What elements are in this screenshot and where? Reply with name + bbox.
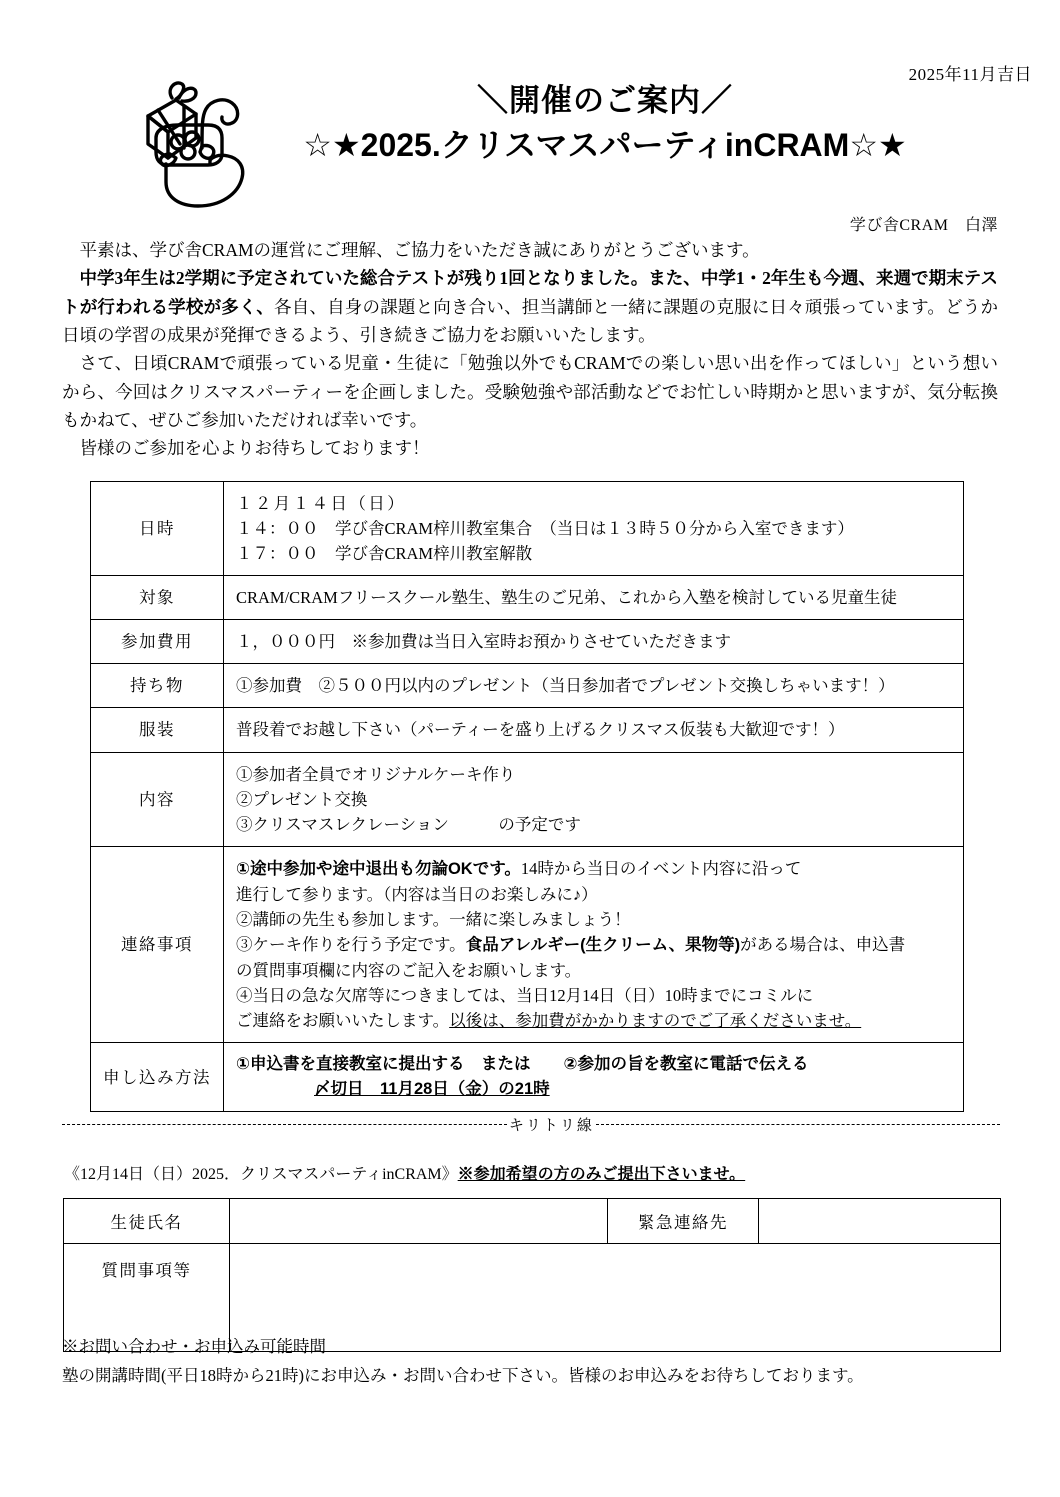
row-value-fee [224,620,964,664]
contents-line-1: ①参加者全員でオリジナルケーキ作り [236,764,516,784]
row-label-target: 対象 [91,576,224,620]
cut-line-dash-left [62,1124,507,1125]
row-value-apply [224,1043,964,1112]
notes-line-7 [236,1008,957,1033]
target-line-1: CRAM/CRAMフリースクール塾生、塾生のご兄弟、これから入塾を検討している児童生徒 [236,588,897,608]
paragraph-2 [62,264,998,349]
form-label-questions: 質問事項等 [64,1244,230,1352]
dress-line-1: 普段着でお越し下さい（パーティーを盛り上げるクリスマス仮装も大歓迎です！） [236,720,845,740]
notes-line-6: ④当日の急な欠席等につきましては、当日12月14日（日）10時までにコミルに [236,986,814,1006]
contents-line-3: ③クリスマスレクレーション の予定です [236,814,581,834]
table-row-datetime [91,482,964,576]
footer-line-2: 塾の開講時間(平日18時から21時)にお申込み・お問い合わせ下さい。皆様のお申込みをお待ちしております。 [62,1365,864,1385]
notes-line-4 [236,932,957,958]
row-value-target [224,576,964,620]
notes-line-1-bold: ①途中参加や途中退出も勿論OKです。 [236,859,521,878]
cut-line-label: キリトリ線 [508,1118,594,1134]
christmas-stocking-illustration [126,76,258,208]
notes-line-3: ②講師の先生も参加します。一緒に楽しみましょう！ [236,909,631,929]
table-row-dress [91,708,964,752]
notes-line-2: 進行して参ります。（内容は当日のお楽しみに♪） [236,884,598,904]
row-label-contents: 内容 [91,752,224,846]
row-label-apply: 申し込み方法 [91,1043,224,1112]
paragraph-1: 平素は、学び舎CRAMの運営にご理解、ご協力をいただき誠にありがとうございます。 [79,240,760,260]
notes-line-4-pre: ③ケーキ作りを行う予定です。 [236,935,466,955]
datetime-line-1: １２月１４日（日） [236,494,407,513]
paragraph-2-bold: 中学3年生は2学期に予定されていた総合テストが残り1回となりました。また、中学1・2年生も今週、来週で期末テストが行われる学校が多く、 [62,268,998,317]
table-row-bring [91,664,964,708]
title-block [255,82,955,169]
row-value-bring [224,664,964,708]
form-row-name [64,1199,1001,1244]
row-label-notes: 連絡事項 [91,846,224,1043]
page-title-line2: ☆★2025.クリスマスパーティinCRAM☆★ [303,126,907,163]
row-label-dress: 服装 [91,708,224,752]
paragraph-3: さて、日頃CRAMで頑張っている児童・生徒に「勉強以外でもCRAMでの楽しい思い出を作ってほしい」という想いから、今回はクリスマスパーティーを企画しました。受験勉強や部活動などでお忙しい時期かと思いますが、気分転換もかねて、ぜひご参加いただければ幸いです。 [62,353,998,431]
table-row-apply [91,1043,964,1112]
paragraph-2-rest: 各自、自身の課題と向き合い、担当講師と一緒に課題の克服に日々頑張っています。どうか日頃の学習の成果が発揮できるよう、引き続きご協力をお願いいたします。 [62,296,998,346]
cut-line [62,1114,1000,1135]
bring-line-1: ①参加費 ②５００円以内のプレゼント（当日参加者でプレゼント交換しちゃいます！） [236,676,895,696]
notes-line-5: の質問事項欄に内容のご記入をお願いします。 [236,961,582,981]
issue-date: 2025年11月吉日 [908,65,1032,84]
form-label-emergency-contact: 緊急連絡先 [608,1199,759,1244]
letter-body [62,236,998,463]
row-label-fee: 参加費用 [91,620,224,664]
notes-line-4-bold: 食品アレルギー(生クリーム、果物等) [465,936,741,955]
apply-line-2-deadline: 〆切日 11月28日（金）の21時 [314,1080,550,1099]
cut-line-dash-right [596,1124,1000,1125]
table-row-target [91,576,964,620]
notes-line-1-rest: 14時から当日のイベント内容に沿って [520,858,802,878]
row-label-datetime: 日時 [91,482,224,576]
table-row-contents [91,752,964,846]
application-form-table [63,1198,1001,1352]
notes-line-4-post: がある場合は、申込書 [740,935,906,955]
form-heading-main: 《12月14日（日）2025．クリスマスパーティinCRAM》 [64,1166,458,1183]
notes-line-1 [236,856,957,882]
row-value-datetime [224,482,964,576]
paragraph-4: 皆様のご参加を心よりお待ちしております！ [79,438,430,459]
sender-signature: 学び舎CRAM 白澤 [849,217,998,234]
notes-line-7-pre: ご連絡をお願いいたします。 [236,1011,450,1031]
form-input-emergency-contact[interactable] [759,1199,1001,1244]
contents-line-2: ②プレゼント交換 [236,789,368,809]
datetime-line-2: １４：００ 学び舎CRAM梓川教室集合 （当日は１３時５０分から入室できます） [236,519,854,539]
row-value-dress [224,708,964,752]
form-label-student-name: 生徒氏名 [64,1199,230,1244]
form-heading-warning: ※参加希望の方のみご提出下さいませ。 [457,1166,746,1183]
apply-line-1: ①申込書を直接教室に提出する または ②参加の旨を教室に電話で伝える [236,1055,809,1074]
row-value-notes [224,846,964,1043]
row-label-bring: 持ち物 [91,664,224,708]
form-heading [64,1161,745,1184]
page-title-line1: ＼開催のご案内／ [477,83,733,118]
form-input-student-name[interactable] [230,1199,608,1244]
footer-notes [62,1333,1002,1391]
footer-line-1: ※お問い合わせ・お申込み可能時間 [62,1337,326,1356]
fee-line-1: １，０００円 ※参加費は当日入室時お預かりさせていただきます [236,632,731,652]
table-row-notes [91,846,964,1043]
table-row-fee [91,620,964,664]
datetime-line-3: １７：００ 学び舎CRAM梓川教室解散 [236,544,533,564]
event-info-table [90,481,964,1112]
row-value-contents [224,752,964,846]
notes-line-7-underlined: 以後は、参加費がかかりますのでご了承くださいませ。 [449,1011,862,1031]
